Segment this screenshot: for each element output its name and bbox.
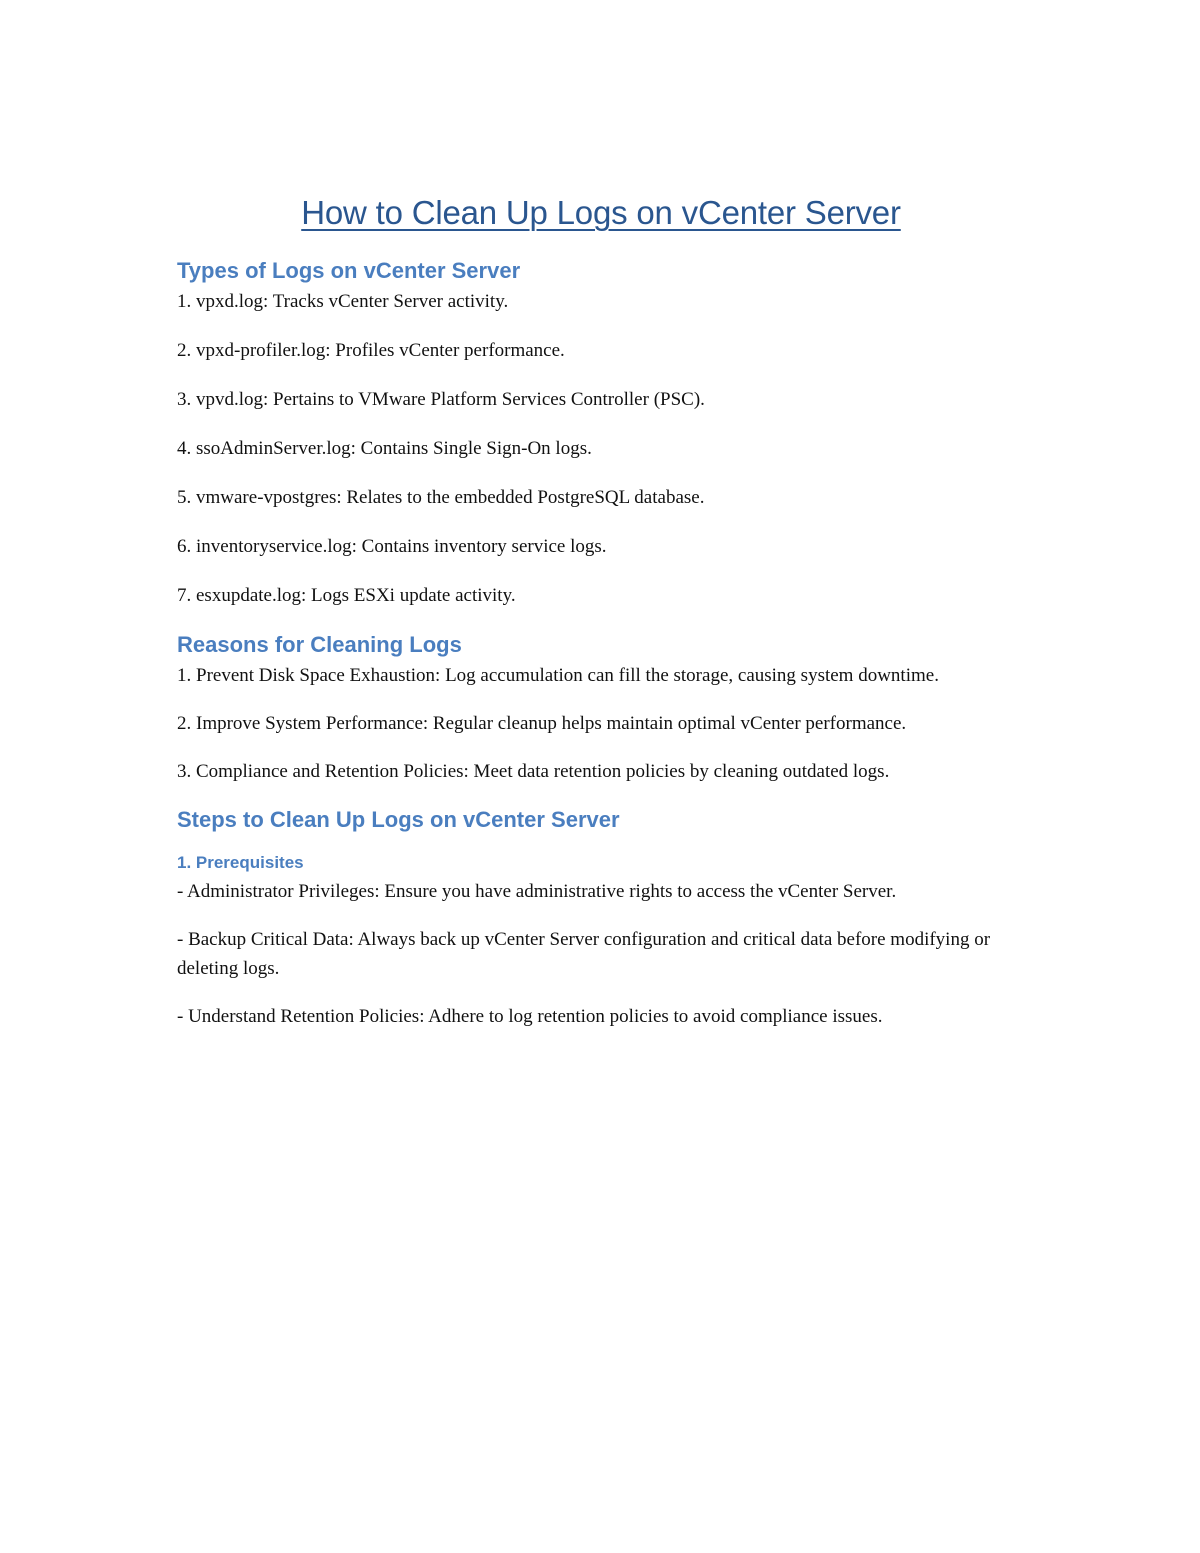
subsection-prerequisites xyxy=(177,851,1037,1031)
section-steps xyxy=(177,805,1037,1031)
list-item: - Backup Critical Data: Always back up vCenter Server configuration and critical data before modifying or deleting logs. xyxy=(177,929,991,979)
list-item: 2. Improve System Performance: Regular cleanup helps maintain optimal vCenter performance. xyxy=(177,713,907,734)
section-types-of-logs xyxy=(177,256,1037,610)
list-item: 7. esxupdate.log: Logs ESXi update activity. xyxy=(177,585,516,606)
list-item: 3. Compliance and Retention Policies: Meet data retention policies by cleaning outdated logs. xyxy=(177,761,890,782)
reasons-list xyxy=(177,661,1037,786)
section-heading-steps: Steps to Clean Up Logs on vCenter Server xyxy=(177,807,620,832)
subsection-heading-prerequisites: 1. Prerequisites xyxy=(177,853,304,872)
list-item: - Administrator Privileges: Ensure you have administrative rights to access the vCenter Server. xyxy=(177,881,897,902)
prerequisites-list xyxy=(177,877,1037,1031)
list-item: 5. vmware-vpostgres: Relates to the embedded PostgreSQL database. xyxy=(177,487,705,508)
section-heading-reasons: Reasons for Cleaning Logs xyxy=(177,632,462,657)
list-item: 4. ssoAdminServer.log: Contains Single Sign-On logs. xyxy=(177,438,592,459)
list-item: 6. inventoryservice.log: Contains inventory service logs. xyxy=(177,536,607,557)
section-reasons xyxy=(177,630,1037,786)
list-item: 1. Prevent Disk Space Exhaustion: Log accumulation can fill the storage, causing system downtime. xyxy=(177,665,939,686)
document-content xyxy=(177,190,1037,1050)
types-list xyxy=(177,287,1037,610)
list-item: 3. vpvd.log: Pertains to VMware Platform Services Controller (PSC). xyxy=(177,389,705,410)
list-item: 2. vpxd-profiler.log: Profiles vCenter performance. xyxy=(177,340,565,361)
list-item: - Understand Retention Policies: Adhere to log retention policies to avoid compliance issues. xyxy=(177,1006,883,1027)
section-heading-types: Types of Logs on vCenter Server xyxy=(177,258,521,283)
list-item: 1. vpxd.log: Tracks vCenter Server activity. xyxy=(177,291,509,312)
document-title: How to Clean Up Logs on vCenter Server xyxy=(301,194,901,231)
